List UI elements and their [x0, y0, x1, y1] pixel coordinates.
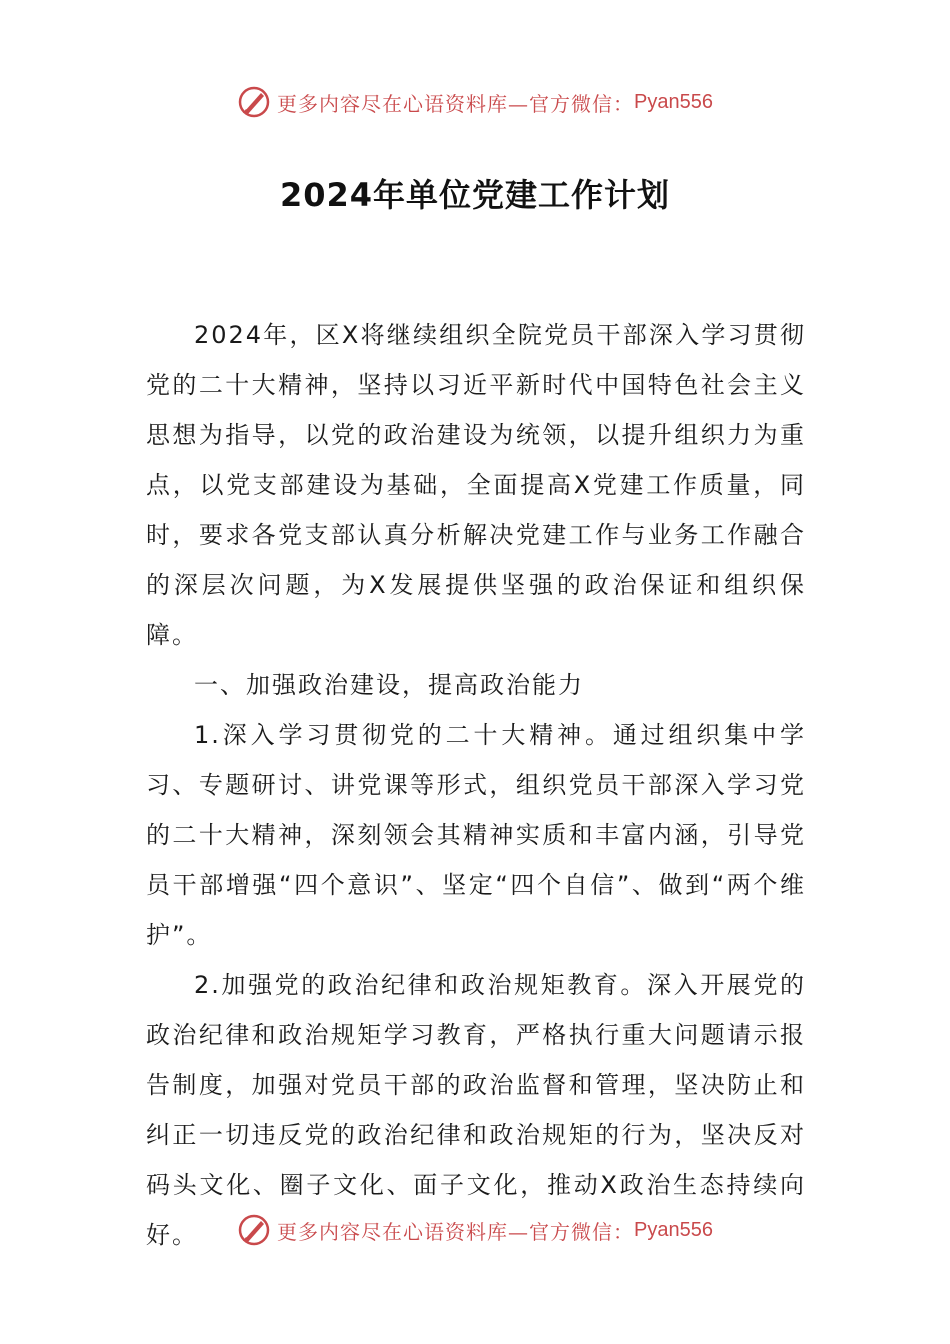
watermark-brand-text: 更多内容尽在心语资料库—官方微信：	[277, 91, 635, 116]
item-paragraph: 2.加强党的政治纪律和政治规矩教育。深入开展党的政治纪律和政治规矩学习教育，严格执行重大问题请示报告制度，加强对党员干部的政治监督和管理，坚决防止和纠正一切违反党的政治纪律和政治规矩的行为，坚决反对码头文化、圈子文化、面子文化，推动X政治生态持续向好。	[146, 971, 806, 1249]
document-body	[146, 310, 806, 1260]
watermark-brand-text: 更多内容尽在心语资料库—官方微信：	[277, 1219, 635, 1244]
watermark-wechat-id: Pyan556	[634, 1218, 713, 1241]
pen-logo-icon	[237, 1213, 271, 1247]
footer-watermark	[0, 1208, 950, 1252]
pen-logo-icon	[237, 85, 271, 119]
intro-paragraph: 2024年，区X将继续组织全院党员干部深入学习贯彻党的二十大精神，坚持以习近平新时代中国特色社会主义思想为指导，以党的政治建设为统领，以提升组织力为重点，以党支部建设为基础，全面提高X党建工作质量，同时，要求各党支部认真分析解决党建工作与业务工作融合的深层次问题，为X发展提供坚强的政治保证和组织保障。	[146, 321, 806, 649]
section-heading: 一、加强政治建设，提高政治能力	[194, 671, 584, 699]
item-paragraph: 1.深入学习贯彻党的二十大精神。通过组织集中学习、专题研讨、讲党课等形式，组织党员干部深入学习党的二十大精神，深刻领会其精神实质和丰富内涵，引导党员干部增强“四个意识”、坚定“四个自信”、做到“两个维护”。	[146, 721, 806, 949]
header-watermark	[0, 80, 950, 124]
watermark-wechat-id: Pyan556	[634, 90, 713, 113]
document-title: 2024年单位党建工作计划	[279, 176, 671, 214]
